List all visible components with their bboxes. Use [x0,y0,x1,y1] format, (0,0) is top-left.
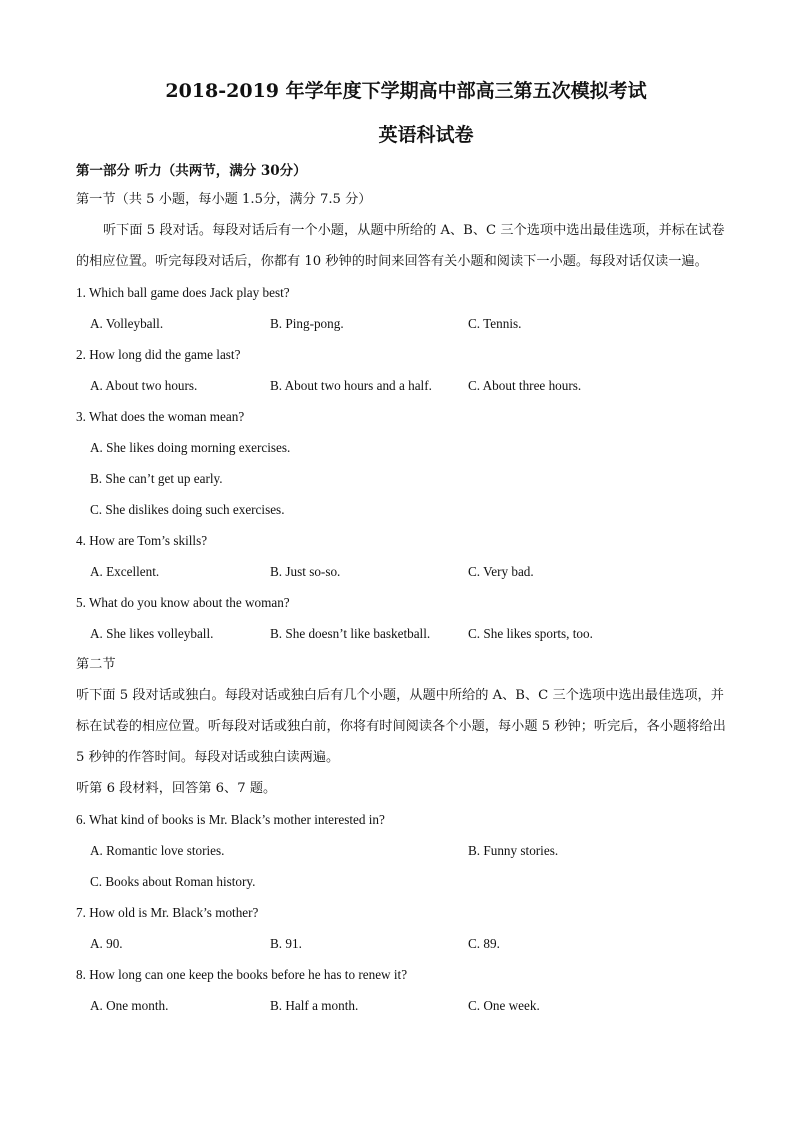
section2-heading: 第二节 [76,657,116,672]
question-stem: 7. How old is Mr. Black’s mother? [76,905,259,920]
option-c: C. Books about Roman history. [90,874,256,889]
option-b: B. Funny stories. [468,843,559,858]
option-c: C. She dislikes doing such exercises. [90,502,285,517]
option-a: A. One month. [90,998,169,1013]
option-c: C. She likes sports, too. [468,626,593,641]
question-options [76,370,728,401]
option-c: C. Very bad. [468,564,534,579]
option-a: A. Romantic love stories. [90,843,225,858]
question-stem: 4. How are Tom’s skills? [76,533,208,548]
option-c: C. About three hours. [468,378,582,393]
option-a: A. She likes volleyball. [90,626,214,641]
section2-instructions: 听下面 5 段对话或独白。每段对话或独白后有几个小题，从题中所给的 A、B、C 三个选项中选出最佳选项，并标在试卷的相应位置。听每段对话或独白前，你将有时间阅读各个小题，每小题 5 秒钟；听完后，各小题将给出 5 秒钟的作答时间。每段对话或独白读两遍。 [76,688,726,765]
option-a: A. Excellent. [90,564,160,579]
option-a: A. She likes doing morning exercises. [90,440,291,455]
question-options [76,928,728,959]
question-stem: 6. What kind of books is Mr. Black’s mother interested in? [76,812,385,827]
option-a: A. 90. [90,936,123,951]
question-stem: 3. What does the woman mean? [76,409,245,424]
exam-page [76,70,728,1021]
question-options [76,990,728,1021]
question-stem: 8. How long can one keep the books before he has to renew it? [76,967,408,982]
exam-subtitle: 英语科试卷 [378,124,474,146]
option-b: B. About two hours and a half. [270,378,432,393]
question-options [76,308,728,339]
question-options [76,556,728,587]
part1-heading: 第一部分 听力（共两节，满分 30分） [76,163,307,179]
option-c: C. One week. [468,998,540,1013]
option-a: A. Volleyball. [90,316,164,331]
question-stem: 5. What do you know about the woman? [76,595,290,610]
question-stem: 1. Which ball game does Jack play best? [76,285,290,300]
option-b: B. She can’t get up early. [90,471,223,486]
option-b: B. Half a month. [270,998,359,1013]
option-b: B. She doesn’t like basketball. [270,626,431,641]
option-b: B. Ping-pong. [270,316,344,331]
option-c: C. 89. [468,936,500,951]
option-b: B. Just so-so. [270,564,341,579]
question-options [76,618,728,649]
question-options [76,835,728,866]
option-c: C. Tennis. [468,316,522,331]
section1-heading: 第一节（共 5 小题，每小题 1.5分，满分 7.5 分） [76,192,372,207]
exam-title: 2018-2019 年学年度下学期高中部高三第五次模拟考试 [165,80,647,102]
section1-instructions: 听下面 5 段对话。每段对话后有一个小题，从题中所给的 A、B、C 三个选项中选出最佳选项，并标在试卷的相应位置。听完每段对话后，你都有 10 秒钟的时间来回答有关小题和阅读下一小题。每段对话仅读一遍。 [76,223,725,269]
option-b: B. 91. [270,936,302,951]
question-stem: 2. How long did the game last? [76,347,241,362]
option-a: A. About two hours. [90,378,198,393]
material6-note: 听第 6 段材料，回答第 6、7 题。 [76,781,277,796]
